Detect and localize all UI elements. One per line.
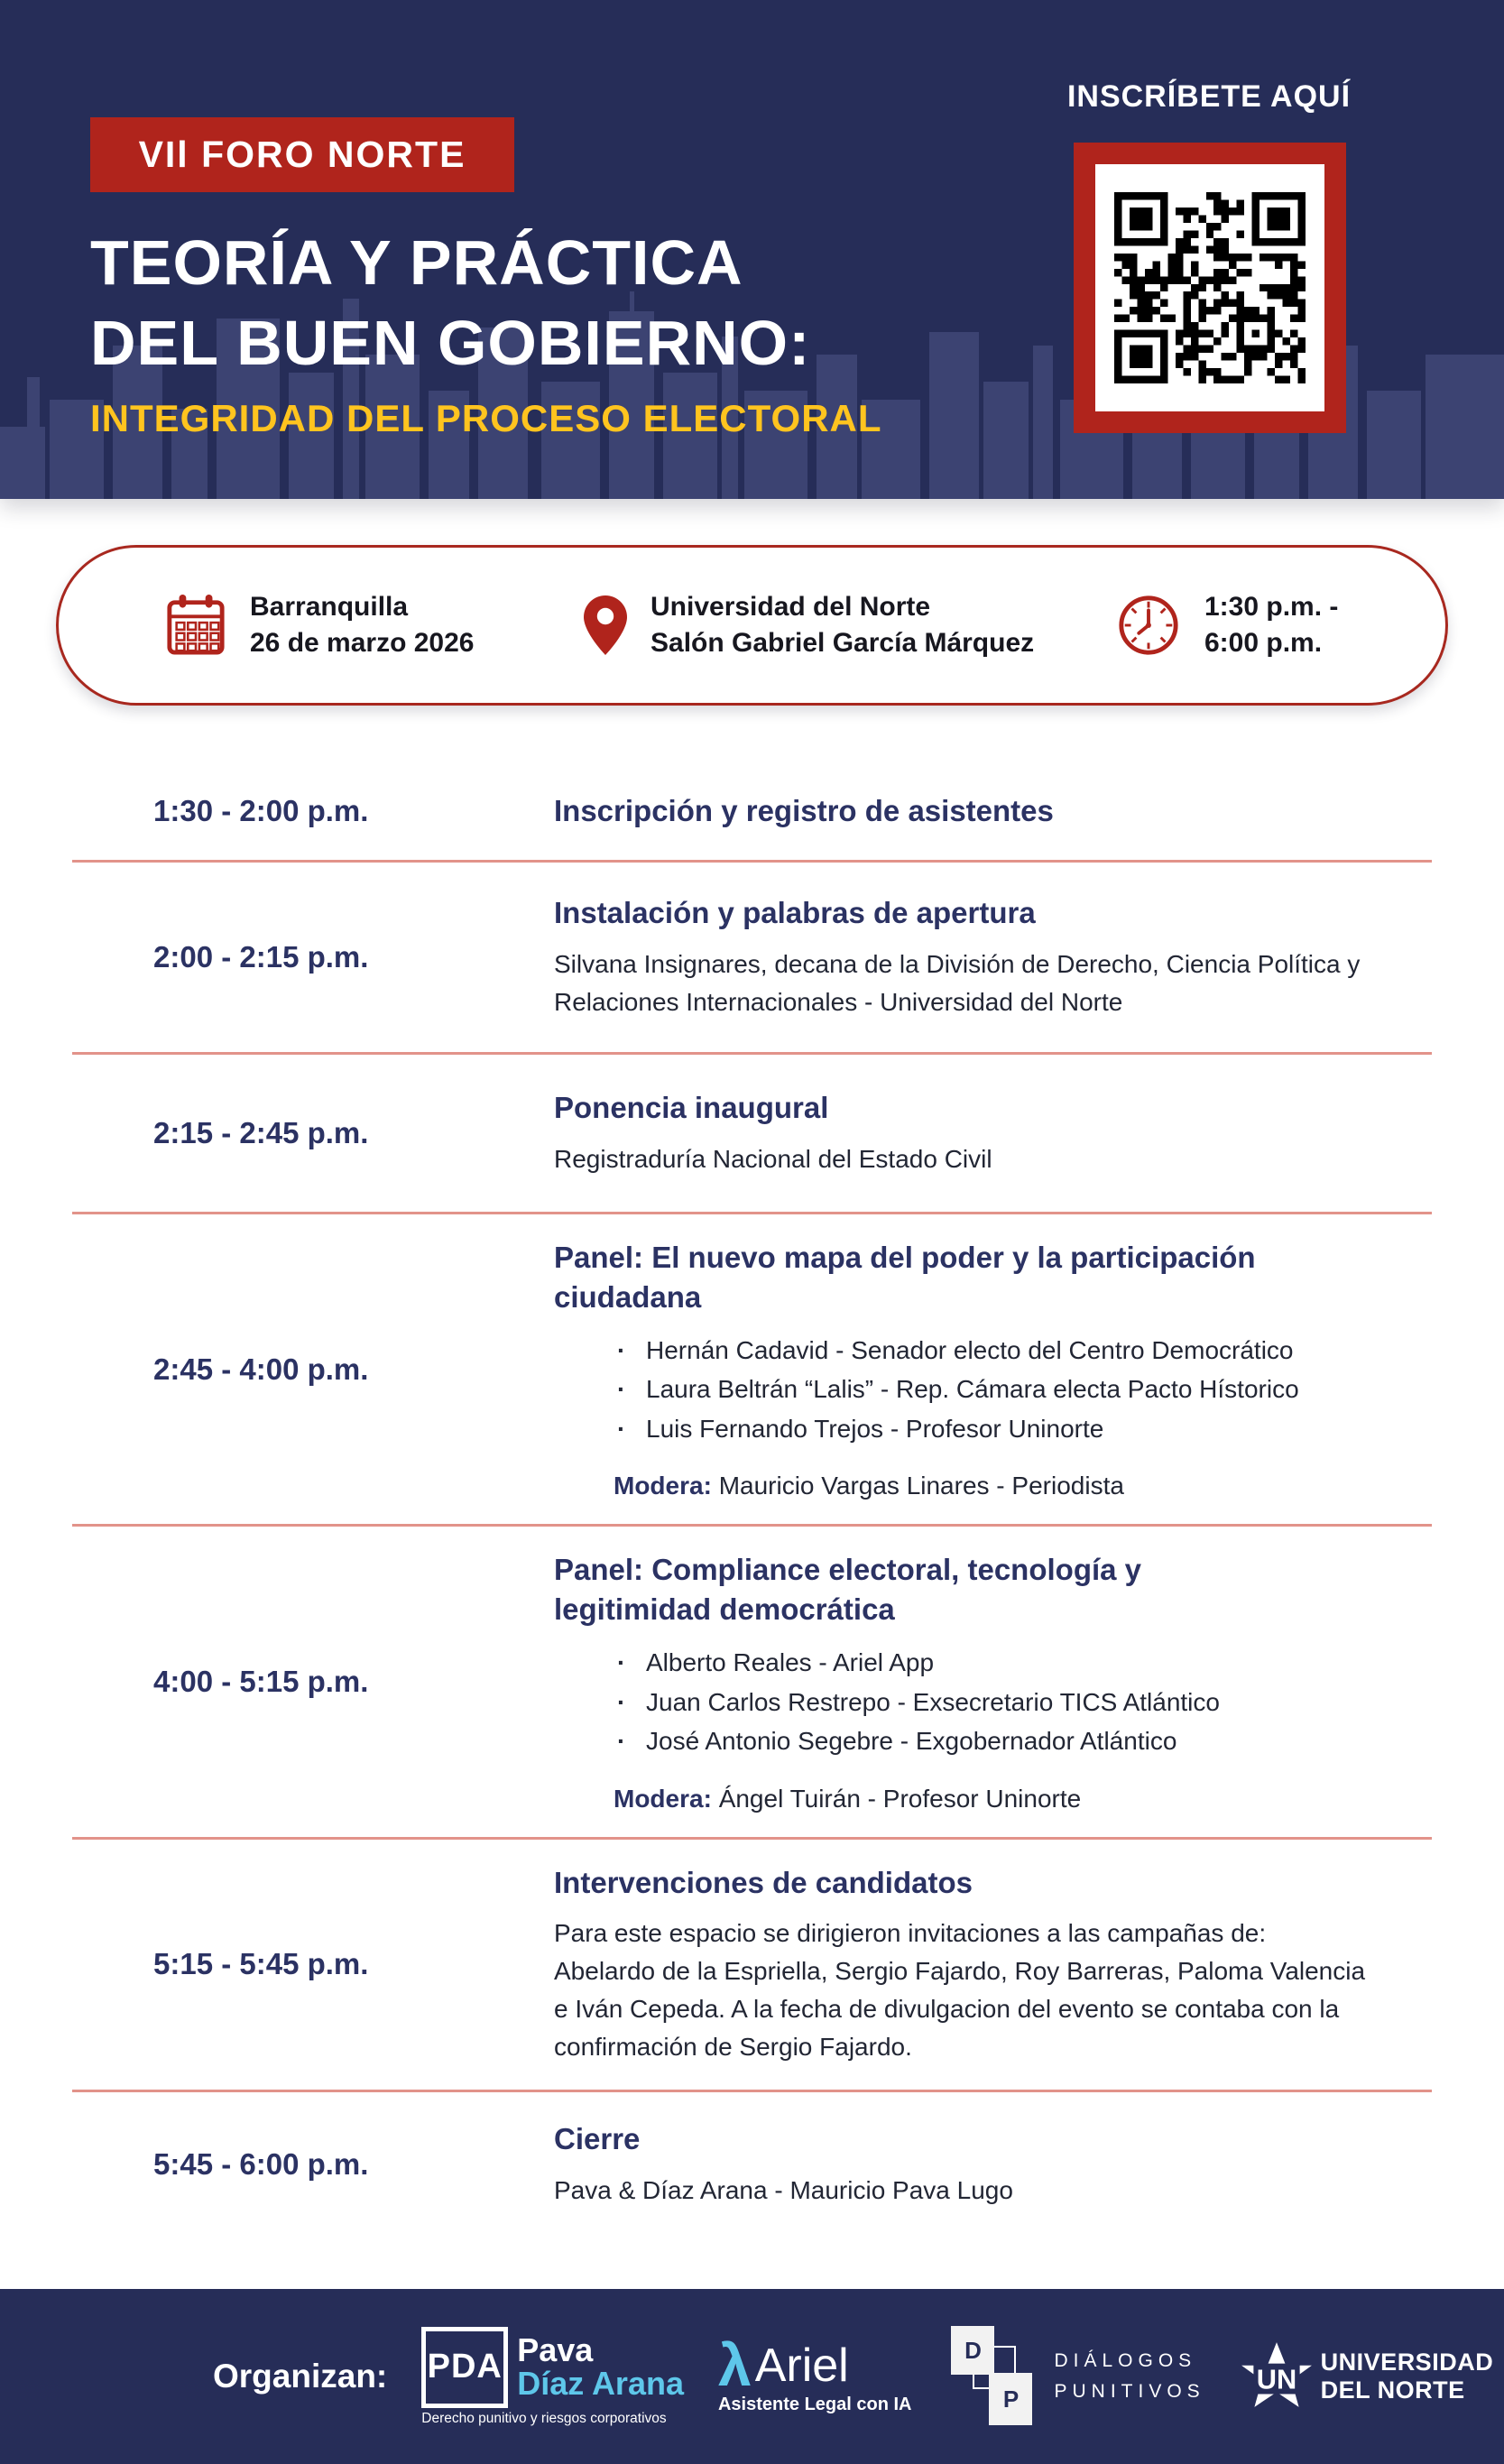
agenda-body: Pava & Díaz Arana - Mauricio Pava Lugo: [554, 2175, 1013, 2204]
agenda-row: [0, 1214, 1504, 1524]
event-venue-line1: Universidad del Norte: [651, 592, 931, 622]
ariel-name: Ariel: [754, 2339, 849, 2392]
qr-code-inner: [1095, 164, 1324, 411]
panelist: · Alberto Reales - Ariel App: [554, 1643, 1432, 1682]
poster-subtitle: INTEGRIDAD DEL PROCESO ELECTORAL: [90, 397, 882, 439]
event-time: [1204, 589, 1338, 661]
qr-code[interactable]: [1074, 143, 1346, 433]
pda-name1: Pava: [517, 2330, 594, 2368]
agenda-time: 2:45 - 4:00 p.m.: [153, 1352, 369, 1386]
moderator-name: Mauricio Vargas Linares - Periodista: [718, 1472, 1124, 1500]
event-time-group: [1116, 548, 1338, 703]
dp-line2: PUNITIVOS: [1054, 2381, 1205, 2402]
ariel-lambda-icon: λ: [717, 2331, 752, 2399]
agenda-title: Intervenciones de candidatos: [554, 1865, 973, 1899]
agenda-body: Registraduría Nacional del Estado Civil: [554, 1144, 992, 1173]
agenda-row: [0, 1055, 1504, 1212]
dp-letter-p: P: [989, 2373, 1032, 2425]
event-city-date: [250, 589, 474, 661]
calendar-icon: [165, 593, 226, 658]
agenda-row: [0, 863, 1504, 1052]
svg-text:UN: UN: [1256, 2363, 1296, 2395]
qr-code-pattern: [1114, 192, 1306, 383]
event-date: 26 de marzo 2026: [250, 628, 475, 658]
poster-title-line1: TEORÍA Y PRÁCTICA: [90, 227, 743, 298]
moderator-label: Modera:: [614, 1472, 712, 1500]
dp-line1: DIÁLOGOS: [1054, 2350, 1197, 2372]
agenda-title: Panel: El nuevo mapa del poder y la participación ciudadana: [554, 1241, 1256, 1314]
moderator-line: [554, 1785, 1432, 1813]
event-city: Barranquilla: [250, 592, 409, 622]
event-date-group: [165, 548, 474, 703]
panelist: · Juan Carlos Restrepo - Exsecretario TICS Atlántico: [554, 1683, 1432, 1721]
universidad-del-norte-logo: [1240, 2338, 1494, 2415]
event-info-bar: [56, 545, 1448, 706]
agenda-title: Instalación y palabras de apertura: [554, 896, 1036, 930]
agenda-body: Para este espacio se dirigieron invitaciones a las campañas de: Abelardo de la Espriella, Sergio Fajardo, Roy Barreras, Paloma Valencia e Iván Cepeda. A la fecha de divulgacion del evento se contaba con la confirmación de Sergio Fajardo.: [554, 1919, 1366, 2062]
agenda: [0, 762, 1504, 2237]
un-line2: DEL NORTE: [1320, 2376, 1465, 2404]
agenda-row: [0, 762, 1504, 860]
ariel-logo: [717, 2331, 912, 2415]
dp-letter-d: D: [951, 2326, 994, 2375]
forum-badge: VIl FORO NORTE: [90, 117, 514, 192]
header: [0, 0, 1504, 499]
agenda-time: 4:00 - 5:15 p.m.: [153, 1664, 369, 1698]
ariel-tagline: Asistente Legal con IA: [717, 2394, 912, 2414]
pda-box-mark: PDA: [421, 2327, 508, 2408]
organizers-label: Organizan:: [213, 2358, 388, 2395]
agenda-time: 1:30 - 2:00 p.m.: [153, 794, 369, 827]
un-star-icon: [1240, 2338, 1314, 2415]
un-line1: UNIVERSIDAD: [1320, 2348, 1494, 2376]
panelist: · Luis Fernando Trejos - Profesor Uninorte: [554, 1409, 1432, 1448]
dp-mark-icon: [946, 2322, 1039, 2431]
agenda-time: 5:45 - 6:00 p.m.: [153, 2147, 369, 2182]
event-venue: [651, 589, 1034, 661]
agenda-title: Cierre: [554, 2122, 641, 2156]
pda-name2: Díaz Arana: [517, 2364, 684, 2402]
event-venue-group: [584, 548, 1034, 703]
dialogos-punitivos-logo: [946, 2322, 1204, 2431]
panelist-list: [554, 1331, 1432, 1448]
moderator-label: Modera:: [614, 1784, 712, 1813]
poster-title-line2: DEL BUEN GOBIERNO:: [90, 308, 811, 378]
panelist: · José Antonio Segebre - Exgobernador Atlántico: [554, 1721, 1432, 1760]
footer: [0, 2289, 1504, 2464]
moderator-line: [554, 1472, 1432, 1500]
panelist-list: [554, 1643, 1432, 1760]
event-venue-line2: Salón Gabriel García Márquez: [651, 628, 1035, 658]
agenda-row: [0, 1527, 1504, 1836]
agenda-title: Ponencia inaugural: [554, 1091, 829, 1125]
agenda-body: Silvana Insignares, decana de la División de Derecho, Ciencia Política y Relaciones Internacionales - Universidad del Norte: [554, 949, 1361, 1016]
location-pin-icon: [584, 595, 627, 655]
event-time-line2: 6:00 p.m.: [1204, 628, 1323, 658]
panelist: · Hernán Cadavid - Senador electo del Centro Democrático: [554, 1331, 1432, 1370]
moderator-name: Ángel Tuirán - Profesor Uninorte: [718, 1784, 1082, 1813]
pava-diaz-arana-logo: [421, 2327, 684, 2427]
agenda-title: Panel: Compliance electoral, tecnología y legitimidad democrática: [554, 1553, 1142, 1626]
agenda-row: [0, 1840, 1504, 2090]
agenda-time: 2:15 - 2:45 p.m.: [153, 1116, 369, 1149]
register-here-label: INSCRÍBETE AQUÍ: [1066, 79, 1352, 114]
agenda-title: Inscripción y registro de asistentes: [554, 794, 1054, 828]
panelist: · Laura Beltrán “Lalis” - Rep. Cámara electa Pacto Hístorico: [554, 1370, 1432, 1408]
agenda-time: 5:15 - 5:45 p.m.: [153, 1947, 369, 1981]
event-time-line1: 1:30 p.m. -: [1204, 592, 1339, 622]
agenda-row: [0, 2092, 1504, 2237]
poster-title: [90, 223, 810, 383]
clock-icon: [1116, 593, 1181, 658]
pda-tagline: Derecho punitivo y riesgos corporativos: [421, 2410, 667, 2426]
agenda-time: 2:00 - 2:15 p.m.: [153, 940, 369, 974]
